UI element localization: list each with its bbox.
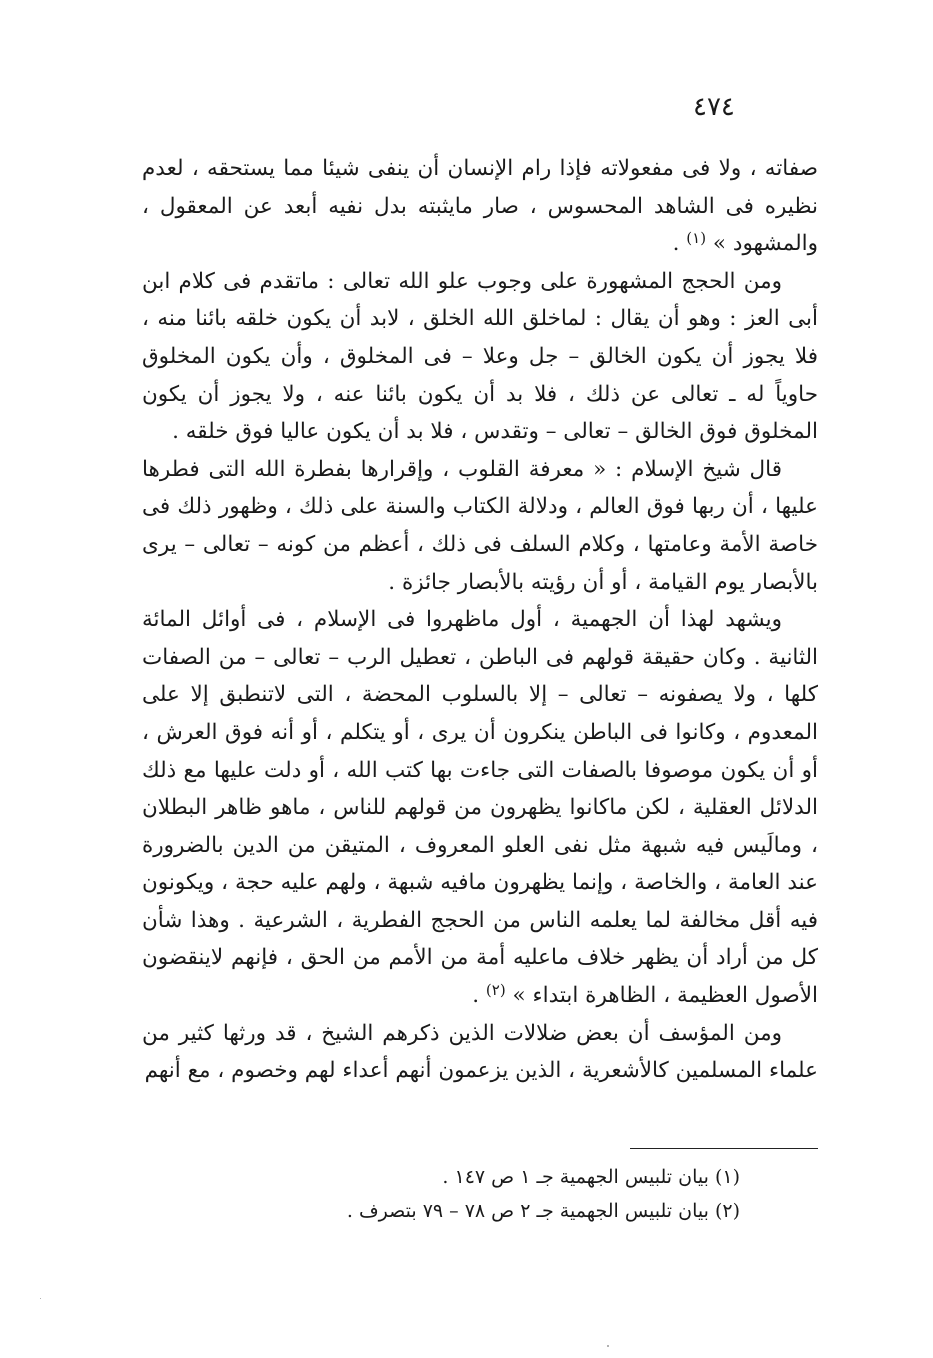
paragraph-tail: . — [472, 983, 486, 1009]
footnotes — [180, 1160, 740, 1228]
paragraph-1 — [142, 150, 818, 263]
footnote-1: (١) بيان تلبيس الجهمية جـ ١ ص ١٤٧ . — [442, 1166, 740, 1188]
paragraph-text: صفاته ، ولا فى مفعولاته فإذا رام الإنسان أن ينفى شيئا مما يستحقه ، لعدم نظيره فى الشاهد المحسوس ، صار مايثبته بدل نفيه أبعد عن المعقول ، والمشهود » — [142, 156, 818, 257]
paragraph-2 — [142, 263, 818, 451]
scan-speck — [607, 1345, 609, 1347]
paragraph-text: ويشهد لهذا أن الجهمية ، أول ماظهروا فى الإسلام ، فى أوائل المائة الثانية . وكان حقيقة قولهم فى الباطن ، تعطيل الرب – تعالى – من الصفات كلها ، ولا يصفونه – تعالى – إلا بالسلوب المحضة ، التى لاتنطبق إلا على المعدوم ، وكانوا فى الباطن ينكرون أن يرى ، أو يتكلم ، أو أنه فوق العرش ، أو أن يكون موصوفا بالصفات التى جاءت بها كتب الله ، أو دلت عليها مع ذلك الدلائل العقلية ، لكن ماكانوا يظهرون من قولهم للناس ، ماهو ظاهر البطلان ، ومالَيس فيه شبهة مثل نفى العلو المعروف ، المتيقن من الدين بالضرورة عند العامة ، والخاصة ، وإنما يظهرون مافيه شبهة ، ولهم عليه حجة ، ويكونون فيه أقل مخالفة لما يعلمه الناس من الحجج الفطرية ، الشرعية . وهذا شأن كل من أراد أن يظهر خلاف ماعليه أمة من الأمم من الحق ، فإنهم لاينقضون الأصول العظيمة ، الظاهرة ابتداء » — [142, 607, 818, 1009]
paragraph-5 — [142, 1015, 818, 1090]
footnote-2: (٢) بيان تلبيس الجهمية جـ ٢ ص ٧٨ – ٧٩ بتصرف . — [346, 1200, 740, 1222]
scan-speck — [40, 1298, 41, 1299]
footnote-reference-2: (٢) — [485, 981, 506, 1000]
paragraph-text: ومن المؤسف أن بعض ضلالات الذين ذكرهم الشيخ ، قد ورثها كثير من علماء المسلمين كالأشعرية ، الذين يزعمون أنهم أعداء لهم وخصوم ، مع أنهم — [142, 1020, 818, 1084]
paragraph-text: ومن الحجج المشهورة على وجوب علو الله تعالى : ماتقدم فى كلام ابن أبى العز : وهو أن يقال : لماخلق الله الخلق ، لابد أن يكون خلقه بائنا منه ، فلا يجوز أن يكون الخالق – جل وعلا – فى المخلوق ، وأن يكون المخلوق حاوياً له ـ تعالى عن ذلك ، فلا بد أن يكون بائنا عنه ، ولا يجوز أن يكون المخلوق فوق الخالق – تعالى – وتقدس ، فلا بد أن يكون عاليا فوق خلقه . — [142, 268, 818, 445]
footnote-reference-1: (١) — [686, 229, 707, 248]
footnote-separator — [630, 1148, 818, 1149]
paragraph-text: قال شيخ الإسلام : « معرفة القلوب ، وإقرارها بفطرة الله التى فطرها عليها ، أن ربها فوق العالم ، ودلالة الكتاب والسنة على ذلك ، وظهور ذلك فى خاصة الأمة وعامتها ، وكلام السلف فى ذلك ، أعظم من كونه – تعالى – يرى بالأبصار يوم القيامة ، أو أن رؤيته بالأبصار جائزة . — [142, 456, 818, 595]
paragraph-3 — [142, 451, 818, 601]
paragraph-4 — [142, 601, 818, 1015]
main-text — [142, 150, 818, 1090]
page-number: ٤٧٤ — [693, 92, 735, 122]
paragraph-tail: . — [672, 231, 687, 257]
